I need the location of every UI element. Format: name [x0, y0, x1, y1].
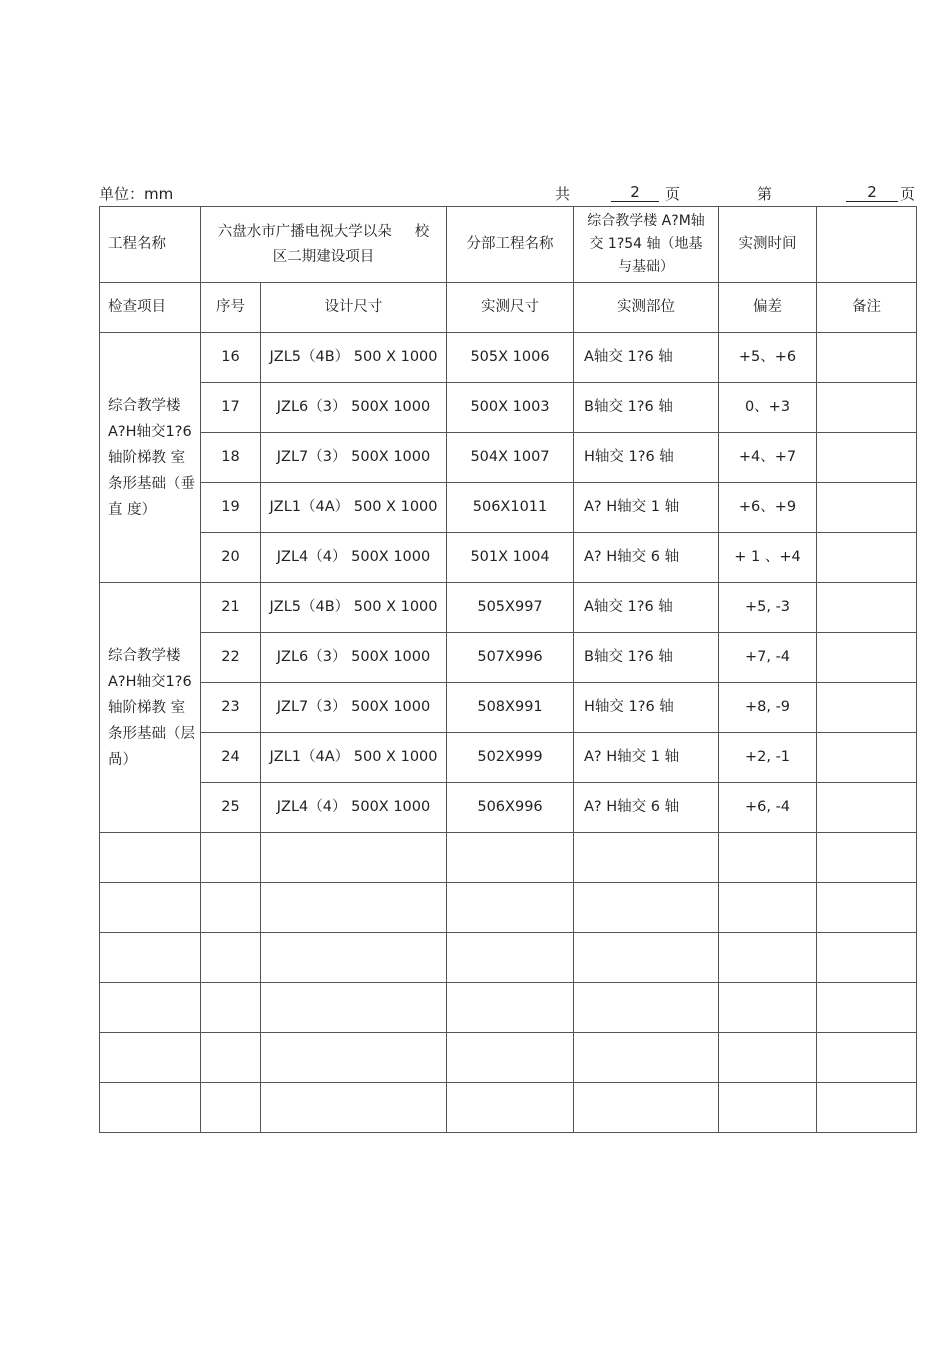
measured-size: 506X996 — [447, 783, 574, 833]
empty-cell — [201, 933, 261, 983]
design-size: JZL5（4B） 500 X 1000 — [261, 333, 447, 383]
page-header — [99, 181, 919, 205]
col-header-no: 序号 — [201, 283, 261, 333]
empty-cell — [261, 983, 447, 1033]
design-size: JZL1（4A） 500 X 1000 — [261, 733, 447, 783]
note — [817, 433, 917, 483]
note — [817, 733, 917, 783]
empty-cell — [574, 983, 719, 1033]
empty-cell — [447, 1033, 574, 1083]
note — [817, 533, 917, 583]
empty-cell — [574, 1083, 719, 1133]
empty-cell — [100, 1083, 201, 1133]
empty-cell — [261, 1033, 447, 1083]
measured-location: A轴交 1?6 轴 — [574, 583, 719, 633]
row-no: 16 — [201, 333, 261, 383]
project-name: 六盘水市广播电视大学以朵 校区二期建设项目 — [201, 207, 447, 283]
empty-cell — [574, 883, 719, 933]
measured-size: 505X997 — [447, 583, 574, 633]
table-row — [100, 483, 917, 533]
table-row — [100, 533, 917, 583]
deviation: +8, -9 — [719, 683, 817, 733]
empty-cell — [719, 933, 817, 983]
empty-row — [100, 833, 917, 883]
empty-cell — [100, 833, 201, 883]
project-row — [100, 207, 917, 283]
empty-cell — [201, 883, 261, 933]
table-row — [100, 733, 917, 783]
empty-cell — [201, 983, 261, 1033]
empty-row — [100, 1083, 917, 1133]
empty-cell — [817, 933, 917, 983]
empty-cell — [817, 983, 917, 1033]
col-header-deviation: 偏差 — [719, 283, 817, 333]
empty-cell — [261, 1083, 447, 1133]
empty-cell — [574, 933, 719, 983]
row-no: 25 — [201, 783, 261, 833]
measured-location: B轴交 1?6 轴 — [574, 633, 719, 683]
table-row — [100, 783, 917, 833]
row-no: 22 — [201, 633, 261, 683]
total-suffix: 页 — [665, 185, 681, 203]
empty-cell — [100, 883, 201, 933]
project-label: 工程名称 — [100, 207, 201, 283]
empty-row — [100, 883, 917, 933]
measured-size: 508X991 — [447, 683, 574, 733]
empty-cell — [100, 1033, 201, 1083]
col-header-note: 备注 — [817, 283, 917, 333]
measured-size: 501X 1004 — [447, 533, 574, 583]
measured-size: 507X996 — [447, 633, 574, 683]
deviation: +6, -4 — [719, 783, 817, 833]
design-size: JZL7（3） 500X 1000 — [261, 683, 447, 733]
subproject-label: 分部工程名称 — [447, 207, 574, 283]
note — [817, 383, 917, 433]
measured-location: B轴交 1?6 轴 — [574, 383, 719, 433]
empty-cell — [719, 1083, 817, 1133]
empty-cell — [201, 833, 261, 883]
table-row — [100, 333, 917, 383]
column-header-row — [100, 283, 917, 333]
time-value — [817, 207, 917, 283]
row-no: 19 — [201, 483, 261, 533]
empty-row — [100, 1033, 917, 1083]
deviation: +6、+9 — [719, 483, 817, 533]
check-item-cell: 综合教学楼 A?H轴交1?6 轴阶梯教 室条形基础（层咼） — [100, 583, 201, 833]
total-pages: 2 — [630, 183, 640, 201]
empty-cell — [719, 883, 817, 933]
empty-cell — [447, 833, 574, 883]
empty-row — [100, 933, 917, 983]
design-size: JZL1（4A） 500 X 1000 — [261, 483, 447, 533]
empty-cell — [817, 833, 917, 883]
empty-cell — [447, 1083, 574, 1133]
deviation: +7, -4 — [719, 633, 817, 683]
design-size: JZL6（3） 500X 1000 — [261, 383, 447, 433]
design-size: JZL5（4B） 500 X 1000 — [261, 583, 447, 633]
measured-location: A轴交 1?6 轴 — [574, 333, 719, 383]
empty-cell — [261, 833, 447, 883]
deviation: +4、+7 — [719, 433, 817, 483]
note — [817, 333, 917, 383]
design-size: JZL6（3） 500X 1000 — [261, 633, 447, 683]
deviation: +5、+6 — [719, 333, 817, 383]
time-label: 实测时间 — [719, 207, 817, 283]
table-row — [100, 633, 917, 683]
measured-size: 506X1011 — [447, 483, 574, 533]
table-row — [100, 583, 917, 633]
total-prefix: 共 — [555, 185, 571, 203]
deviation: +5, -3 — [719, 583, 817, 633]
empty-cell — [574, 1033, 719, 1083]
empty-cell — [817, 1083, 917, 1133]
row-no: 20 — [201, 533, 261, 583]
empty-cell — [100, 933, 201, 983]
col-header-design: 设计尺寸 — [261, 283, 447, 333]
measured-location: A? H轴交 1 轴 — [574, 733, 719, 783]
design-size: JZL4（4） 500X 1000 — [261, 533, 447, 583]
empty-cell — [447, 883, 574, 933]
empty-cell — [447, 933, 574, 983]
row-no: 21 — [201, 583, 261, 633]
current-prefix: 第 — [757, 185, 773, 203]
col-header-item: 检查项目 — [100, 283, 201, 333]
row-no: 18 — [201, 433, 261, 483]
empty-cell — [261, 933, 447, 983]
empty-cell — [201, 1083, 261, 1133]
col-header-location: 实测部位 — [574, 283, 719, 333]
empty-cell — [719, 983, 817, 1033]
current-suffix: 页 — [900, 185, 916, 203]
deviation: + 1 、+4 — [719, 533, 817, 583]
note — [817, 483, 917, 533]
measured-size: 500X 1003 — [447, 383, 574, 433]
deviation: +2, -1 — [719, 733, 817, 783]
measured-location: H轴交 1?6 轴 — [574, 683, 719, 733]
empty-row — [100, 983, 917, 1033]
row-no: 23 — [201, 683, 261, 733]
measured-location: A? H轴交 6 轴 — [574, 533, 719, 583]
empty-cell — [447, 983, 574, 1033]
deviation: 0、+3 — [719, 383, 817, 433]
col-header-measured: 实测尺寸 — [447, 283, 574, 333]
empty-cell — [201, 1033, 261, 1083]
table-row — [100, 683, 917, 733]
table-row — [100, 383, 917, 433]
design-size: JZL7（3） 500X 1000 — [261, 433, 447, 483]
measured-location: A? H轴交 6 轴 — [574, 783, 719, 833]
note — [817, 583, 917, 633]
unit-label: 单位：mm — [99, 185, 174, 203]
row-no: 17 — [201, 383, 261, 433]
inspection-table — [99, 206, 917, 1133]
current-page: 2 — [867, 183, 877, 201]
empty-cell — [100, 983, 201, 1033]
empty-cell — [719, 833, 817, 883]
empty-cell — [719, 1033, 817, 1083]
note — [817, 783, 917, 833]
empty-cell — [817, 883, 917, 933]
design-size: JZL4（4） 500X 1000 — [261, 783, 447, 833]
empty-cell — [261, 883, 447, 933]
subproject-name: 综合教学楼 A?M轴交 1?54 轴（地基与基础） — [574, 207, 719, 283]
empty-cell — [574, 833, 719, 883]
empty-cell — [817, 1033, 917, 1083]
note — [817, 633, 917, 683]
measured-size: 502X999 — [447, 733, 574, 783]
row-no: 24 — [201, 733, 261, 783]
measured-location: A? H轴交 1 轴 — [574, 483, 719, 533]
measured-location: H轴交 1?6 轴 — [574, 433, 719, 483]
table-row — [100, 433, 917, 483]
measured-size: 505X 1006 — [447, 333, 574, 383]
check-item-cell: 综合教学楼 A?H轴交1?6 轴阶梯教 室条形基础（垂直 度） — [100, 333, 201, 583]
measured-size: 504X 1007 — [447, 433, 574, 483]
note — [817, 683, 917, 733]
